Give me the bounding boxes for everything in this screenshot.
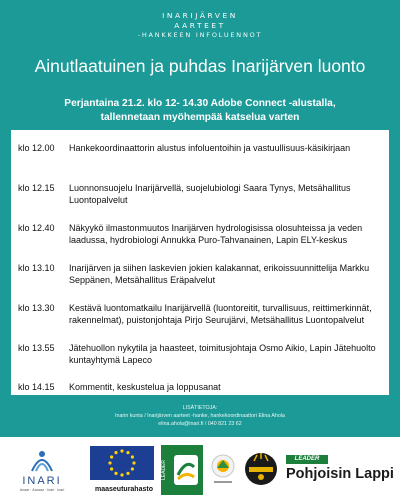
schedule-text: Jätehuollon nykytila ja haasteet, toimitusjohtaja Osmo Aikio, Lapin Jätehuolto kuntayhtymä Lapeco: [69, 343, 376, 366]
leader-badge: LEADER: [286, 455, 328, 464]
schedule-time: klo 13.30: [18, 303, 55, 313]
brand-line-2: AARTEET: [174, 21, 226, 30]
leader-emblem-icon: [161, 445, 203, 495]
schedule-time: klo 13.10: [18, 263, 55, 273]
sponsor-logos: [0, 437, 400, 500]
schedule-time: klo 12.00: [18, 143, 55, 153]
schedule-time: klo 12.40: [18, 223, 55, 233]
brand-line-1: INARIJÄRVEN: [162, 11, 238, 20]
schedule-text: Näkyykö ilmastonmuutos Inarijärven hydrologisissa olosuhteissa ja veden laadussa, hydrobiologi Annukka Puro-Tahvanainen, Lapin ELY-keskus: [69, 223, 363, 246]
schedule-text: Luonnonsuojelu Inarijärvellä, suojelubiologi Saara Tynys, Metsähallitus Luontopalvelut: [69, 183, 351, 206]
event-details: [20, 97, 380, 125]
pohjoisin-lappi-wordmark: Pohjoisin Lappi: [286, 466, 394, 482]
schedule-time: klo 13.55: [18, 343, 55, 353]
inari-logo: [10, 445, 74, 495]
project-brand: [0, 11, 400, 40]
round-emblem-icon: [210, 452, 236, 492]
pohjoisin-lappi-logo: [286, 455, 396, 487]
schedule-time: klo 14.15: [18, 382, 55, 392]
schedule-card: [11, 130, 389, 395]
contact-info: [0, 404, 400, 428]
inari-tagline: Anaar · Aanaar · Inari · Inari: [19, 488, 65, 492]
leader-logo: [161, 445, 203, 495]
round-emblem-logo: [210, 452, 236, 492]
schedule-text: Inarijärven ja siihen laskevien jokien kalakannat, erikoissuunnittelija Markku Seppänen, Metsähallitus Eräpalvelut: [69, 263, 370, 286]
black-badge-logo: [244, 449, 278, 493]
schedule-text: Kestävä luontomatkailu Inarijärvellä (luontoreitit, turvallisuus, reittimerkinnät, rakennelmat), puistonjohtaja Pirjo Seurujärvi, Metsähallitus Luontopalvelut: [69, 303, 372, 326]
event-details-line-1: Perjantaina 21.2. klo 12- 14.30 Adobe Connect -alustalla,: [64, 98, 336, 109]
inari-emblem-icon: [10, 445, 74, 475]
leader-vertical-label: LEADER: [161, 460, 167, 481]
contact-line-2: elina.ahola@inari.fi / 040 821 23 62: [158, 421, 242, 427]
inari-wordmark: INARI: [22, 475, 62, 487]
contact-heading: LISÄTIETOJA:: [182, 405, 218, 411]
reindeer-badge-icon: [244, 449, 278, 493]
schedule-text: Hankekoordinaattorin alustus infoluentoihin ja vastuullisuus-käsikirjaan: [69, 143, 351, 153]
schedule-text: Kommentit, keskustelua ja loppusanat: [69, 382, 221, 392]
eu-stars-icon: [90, 446, 154, 480]
event-details-line-2: tallennetaan myöhempää katselua varten: [100, 112, 300, 123]
contact-line-1: Inarin kunta / Inarijärven aarteet -hanke, hankekoordinaattori Elina Ahola: [115, 413, 285, 419]
schedule-time: klo 12.15: [18, 183, 55, 193]
poster-title: Ainutlaatuinen ja puhdas Inarijärven luonto: [34, 56, 366, 76]
maaseuturahasto-caption: maaseuturahasto: [95, 486, 153, 493]
eu-flag-logo: [90, 446, 154, 480]
brand-line-3: -HANKKEEN INFOLUENNOT: [137, 31, 263, 39]
